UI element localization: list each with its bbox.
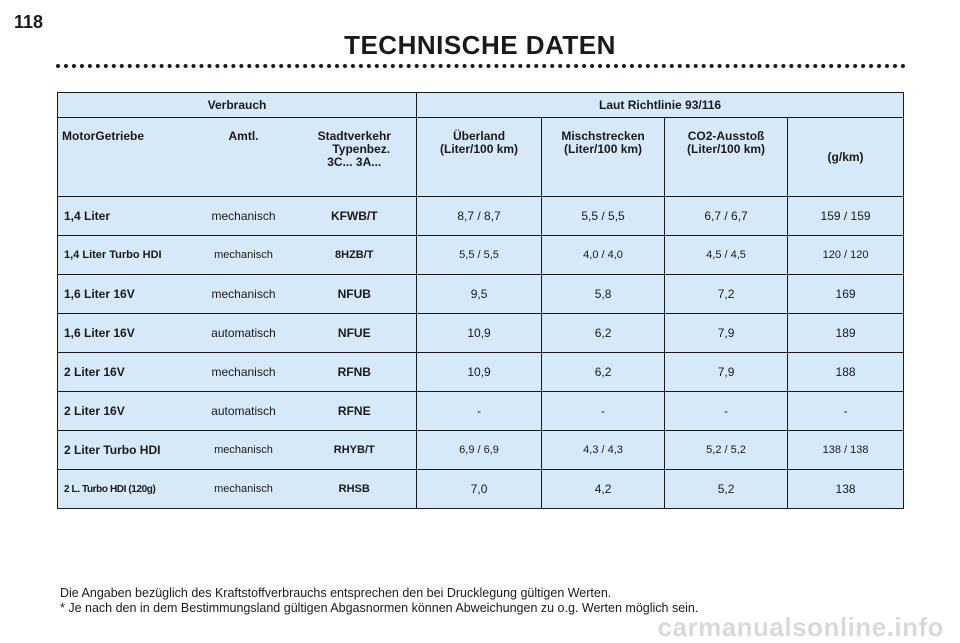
- cell-gkm: 138 / 138: [788, 431, 904, 470]
- cell-motor: 1,4 Liter: [58, 197, 195, 236]
- table-row: [58, 314, 904, 353]
- section-header-row: [58, 93, 904, 118]
- section-header-consumption: Verbrauch: [58, 93, 417, 118]
- cell-co2: 7,2: [665, 275, 788, 314]
- cell-gear: automatisch: [195, 392, 293, 431]
- column-header-stadtverkehr-line1: Stadtverkehr: [317, 129, 391, 143]
- cell-gear: mechanisch: [195, 236, 293, 275]
- table-row: [58, 236, 904, 275]
- cell-mischstrecken: -: [542, 392, 665, 431]
- cell-code: RHYB/T: [293, 431, 417, 470]
- footnote-line-2: * Je nach den in dem Bestimmungsland gültigen Abgasnormen können Abweichungen zu o.g. Werten möglich sein.: [60, 601, 699, 615]
- cell-code: KFWB/T: [293, 197, 417, 236]
- cell-code: RFNB: [293, 353, 417, 392]
- cell-ueberland: 10,9: [417, 353, 542, 392]
- cell-co2: 7,9: [665, 314, 788, 353]
- column-header-gkm: (g/km): [788, 118, 904, 197]
- cell-gear: mechanisch: [195, 431, 293, 470]
- cell-ueberland: 6,9 / 6,9: [417, 431, 542, 470]
- cell-code: RHSB: [293, 470, 417, 509]
- cell-mischstrecken: 4,2: [542, 470, 665, 509]
- cell-gear: automatisch: [195, 314, 293, 353]
- table-row: [58, 353, 904, 392]
- cell-gkm: 189: [788, 314, 904, 353]
- cell-mischstrecken: 6,2: [542, 314, 665, 353]
- cell-co2: 7,9: [665, 353, 788, 392]
- column-header-ueberland-line1: Überland: [453, 129, 506, 143]
- column-header-amtl: Amtl.: [195, 118, 293, 197]
- column-header-motor: MotorGetriebe: [58, 118, 195, 197]
- column-header-stadtverkehr: [293, 118, 417, 197]
- column-header-row: [58, 118, 904, 197]
- cell-code: NFUE: [293, 314, 417, 353]
- cell-mischstrecken: 5,8: [542, 275, 665, 314]
- cell-gear: mechanisch: [195, 197, 293, 236]
- cell-code: 8HZB/T: [293, 236, 417, 275]
- cell-gkm: 169: [788, 275, 904, 314]
- cell-gkm: 159 / 159: [788, 197, 904, 236]
- cell-gear: mechanisch: [195, 470, 293, 509]
- column-header-ueberland-line2: (Liter/100 km): [440, 142, 519, 156]
- table-row: [58, 470, 904, 509]
- cell-motor: 2 L. Turbo HDI (120g): [58, 470, 195, 509]
- table-row: [58, 197, 904, 236]
- page-title: TECHNISCHE DATEN: [344, 30, 616, 60]
- cell-gkm: 138: [788, 470, 904, 509]
- cell-mischstrecken: 4,0 / 4,0: [542, 236, 665, 275]
- cell-mischstrecken: 5,5 / 5,5: [542, 197, 665, 236]
- watermark-text: carmanualsonline.info: [657, 612, 944, 642]
- cell-gkm: -: [788, 392, 904, 431]
- cell-motor: 1,6 Liter 16V: [58, 314, 195, 353]
- cell-ueberland: 7,0: [417, 470, 542, 509]
- cell-code: NFUB: [293, 275, 417, 314]
- cell-co2: -: [665, 392, 788, 431]
- cell-co2: 4,5 / 4,5: [665, 236, 788, 275]
- cell-ueberland: 10,9: [417, 314, 542, 353]
- section-header-directive: Laut Richtlinie 93/116: [417, 93, 904, 118]
- cell-motor: 2 Liter 16V: [58, 353, 195, 392]
- cell-gkm: 120 / 120: [788, 236, 904, 275]
- cell-co2: 6,7 / 6,7: [665, 197, 788, 236]
- column-header-co2-line1: CO2-Ausstoß: [687, 129, 765, 143]
- table-row: [58, 392, 904, 431]
- column-header-co2: [665, 118, 788, 197]
- column-header-mischstrecken-line2: (Liter/100 km): [564, 142, 643, 156]
- table-row: [58, 431, 904, 470]
- cell-motor: 2 Liter 16V: [58, 392, 195, 431]
- cell-motor: 1,6 Liter 16V: [58, 275, 195, 314]
- dotted-divider: [56, 64, 906, 68]
- cell-ueberland: -: [417, 392, 542, 431]
- cell-ueberland: 5,5 / 5,5: [417, 236, 542, 275]
- column-header-mischstrecken-line1: Mischstrecken: [561, 129, 645, 143]
- cell-co2: 5,2 / 5,2: [665, 431, 788, 470]
- cell-gear: mechanisch: [195, 353, 293, 392]
- column-header-stadtverkehr-line2: Typenbez.: [332, 142, 391, 156]
- footnote-line-1: Die Angaben bezüglich des Kraftstoffverbrauchs entsprechen den bei Drucklegung gültigen Werten.: [60, 586, 612, 600]
- cell-mischstrecken: 4,3 / 4,3: [542, 431, 665, 470]
- table-row: [58, 275, 904, 314]
- cell-code: RFNE: [293, 392, 417, 431]
- cell-motor: 1,4 Liter Turbo HDI: [58, 236, 195, 275]
- consumption-table: [57, 92, 904, 509]
- page-number: 118: [14, 12, 44, 32]
- column-header-stadtverkehr-line3: 3C... 3A...: [327, 155, 382, 169]
- cell-ueberland: 8,7 / 8,7: [417, 197, 542, 236]
- cell-ueberland: 9,5: [417, 275, 542, 314]
- column-header-mischstrecken: [542, 118, 665, 197]
- cell-gkm: 188: [788, 353, 904, 392]
- column-header-co2-line2: (Liter/100 km): [687, 142, 766, 156]
- column-header-ueberland: [417, 118, 542, 197]
- cell-motor: 2 Liter Turbo HDI: [58, 431, 195, 470]
- cell-mischstrecken: 6,2: [542, 353, 665, 392]
- cell-co2: 5,2: [665, 470, 788, 509]
- footnote: [60, 586, 698, 616]
- cell-gear: mechanisch: [195, 275, 293, 314]
